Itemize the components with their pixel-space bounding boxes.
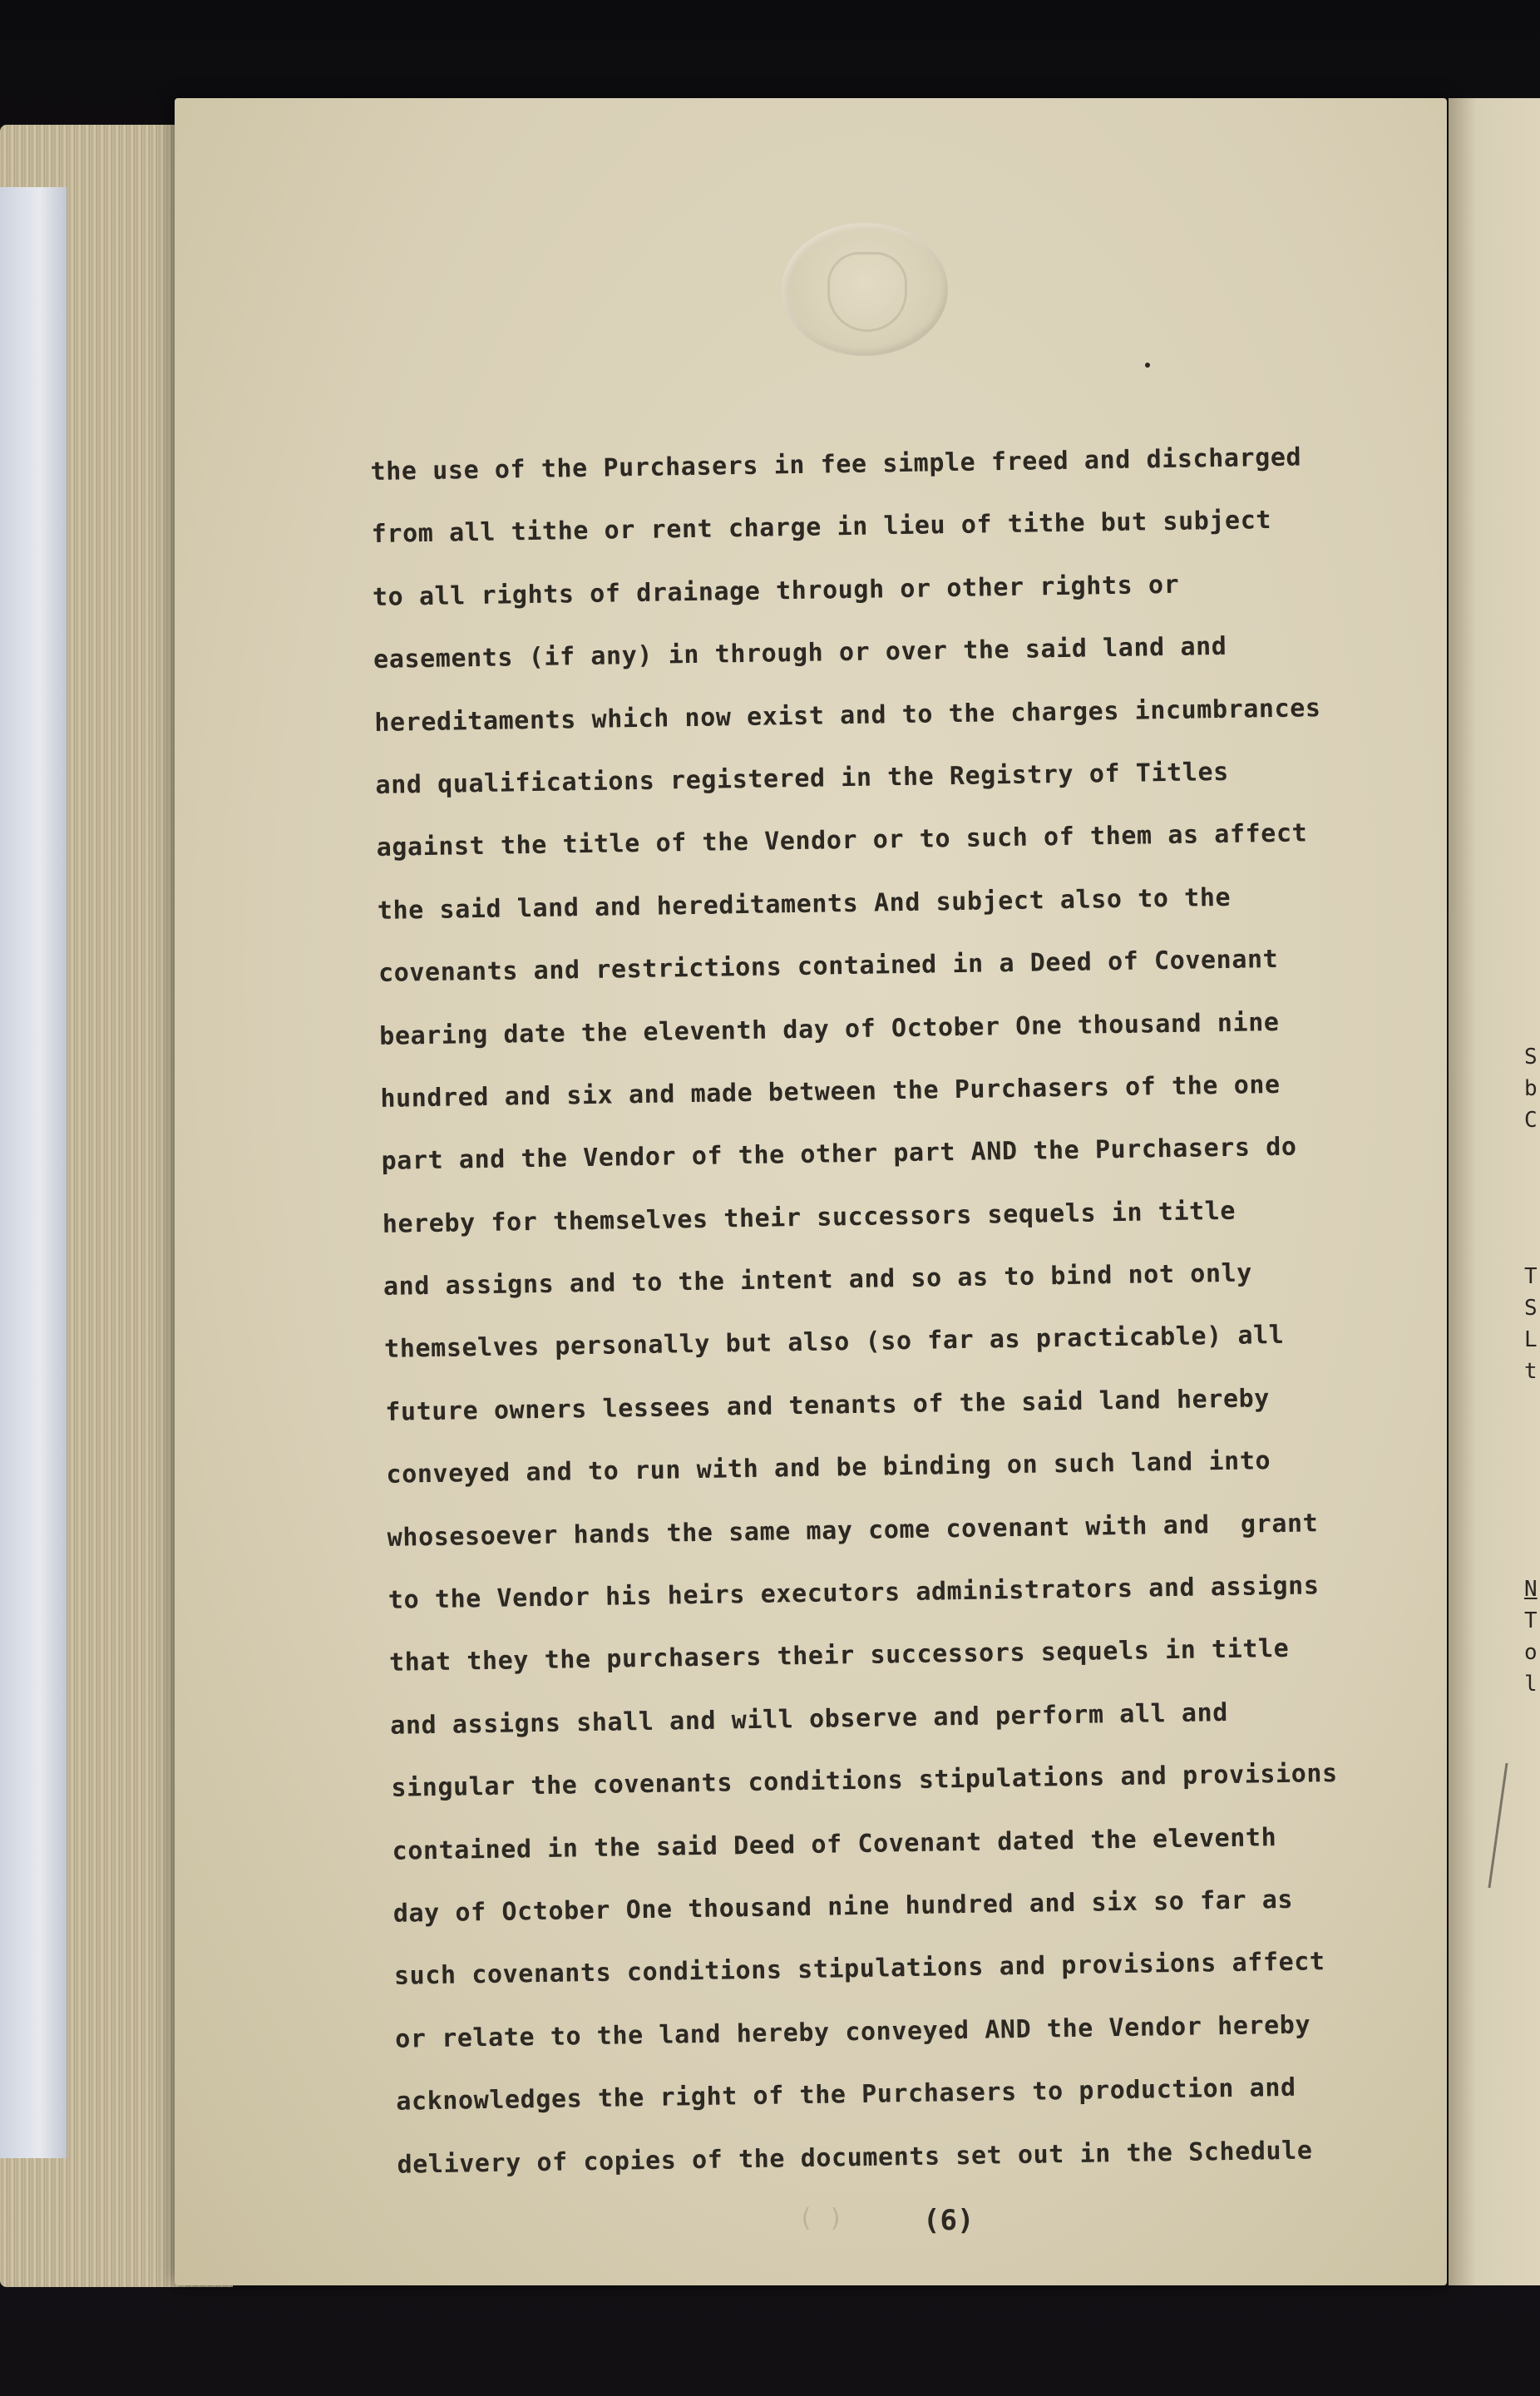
text-line: future owners lessees and tenants of the said land hereby <box>385 1384 1271 1427</box>
text-line: themselves personally but also (so far as practicable) all <box>383 1321 1285 1365</box>
right-page-fragment: S <box>1524 1045 1538 1070</box>
text-line: such covenants conditions stipulations and provisions affect <box>393 1947 1325 1992</box>
right-page-fragment: L <box>1524 1327 1538 1352</box>
text-line: hereby for themselves their successors sequels in title <box>382 1196 1236 1239</box>
text-line: the said land and hereditaments And subject also to the <box>377 882 1232 926</box>
faint-bracket-mark: ( ) <box>798 2204 844 2233</box>
text-line: conveyed and to run with and be binding on such land into <box>386 1446 1271 1490</box>
right-page-fragment: b <box>1524 1076 1538 1101</box>
text-line: that they the purchasers their successors sequels in title <box>388 1634 1290 1678</box>
text-line: to all rights of drainage through or other rights or <box>372 570 1180 612</box>
typed-body-text <box>370 424 1454 2196</box>
right-page-fragment: l <box>1524 1672 1538 1697</box>
text-line: or relate to the land hereby conveyed AND the Vendor hereby <box>394 2010 1311 2054</box>
text-line: against the title of the Vendor or to such of them as affect <box>376 818 1308 863</box>
right-page-fragment: N <box>1524 1577 1538 1602</box>
text-line: bearing date the eleventh day of October One thousand nine <box>378 1007 1280 1051</box>
text-line: from all tithe or rent charge in lieu of tithe but subject <box>371 506 1272 550</box>
text-line: and assigns shall and will observe and perform all and <box>389 1697 1229 1741</box>
text-line: part and the Vendor of the other part AND the Purchasers do <box>381 1132 1297 1177</box>
right-page-fragment: T <box>1524 1264 1538 1289</box>
seal-crest-icon <box>827 252 907 332</box>
embossed-seal <box>782 223 948 356</box>
text-line: the use of the Purchasers in fee simple freed and discharged <box>370 442 1302 487</box>
right-page-fragment: t <box>1524 1359 1538 1384</box>
blue-tab-insert <box>0 187 67 2158</box>
ink-dot <box>1145 363 1150 368</box>
text-line: hundred and six and made between the Purchasers of the one <box>380 1070 1281 1114</box>
text-line: whosesoever hands the same may come covenant with and grant <box>387 1508 1319 1553</box>
text-line: delivery of copies of the documents set out in the Schedule <box>397 2135 1313 2180</box>
text-line: hereditaments which now exist and to the charges incumbrances <box>374 693 1321 738</box>
text-line: easements (if any) in through or over the said land and <box>373 632 1227 675</box>
right-adjacent-page <box>1449 98 1540 2285</box>
text-line: and assigns and to the intent and so as to bind not only <box>383 1258 1253 1302</box>
right-page-fragment: o <box>1524 1640 1538 1665</box>
text-line: and qualifications registered in the Registry of Titles <box>375 757 1230 800</box>
page-number: (6) <box>923 2204 975 2237</box>
text-line: covenants and restrictions contained in a Deed of Covenant <box>378 945 1279 989</box>
text-line: singular the covenants conditions stipulations and provisions <box>391 1759 1338 1804</box>
right-page-fragment: T <box>1524 1608 1538 1633</box>
text-line: day of October One thousand nine hundred and six so far as <box>392 1885 1294 1929</box>
text-line: to the Vendor his heirs executors administrators and assigns <box>387 1571 1320 1615</box>
right-page-fragment: C <box>1524 1108 1538 1133</box>
text-line: acknowledges the right of the Purchasers to production and <box>396 2072 1296 2117</box>
text-line: contained in the said Deed of Covenant dated the eleventh <box>392 1822 1277 1866</box>
right-page-fragment: S <box>1524 1296 1538 1321</box>
